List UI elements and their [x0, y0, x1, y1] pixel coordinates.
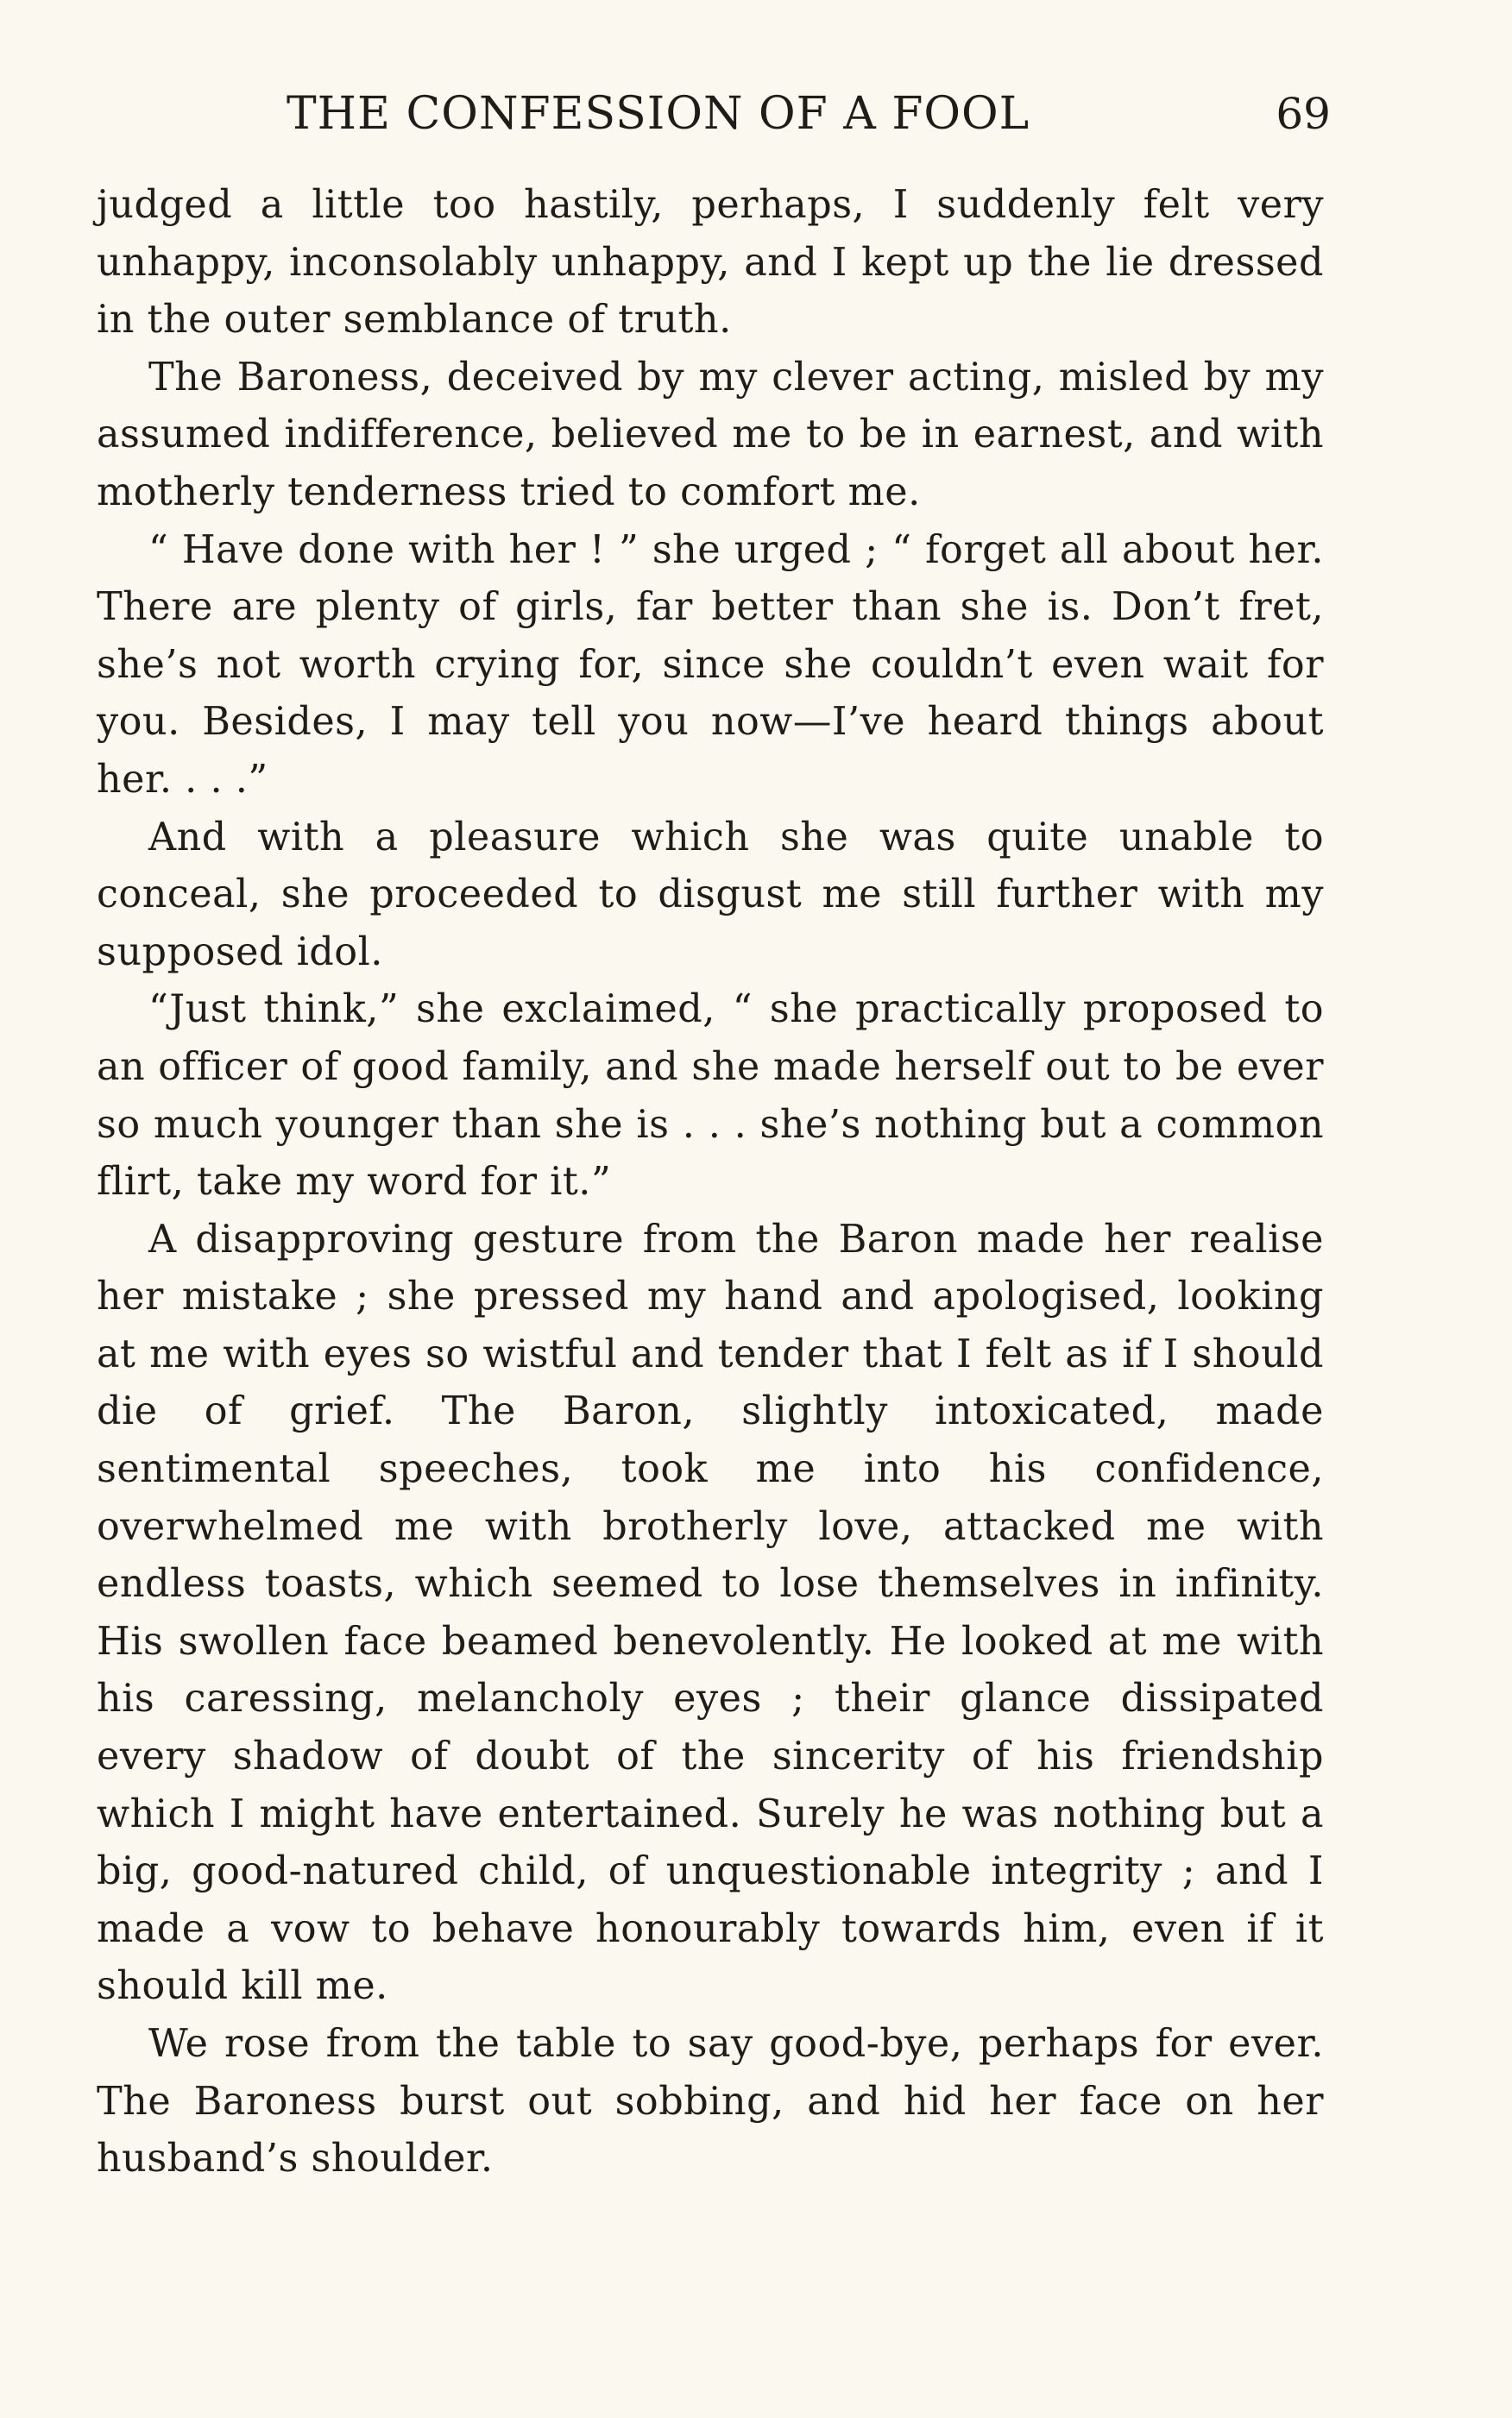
- paragraph: And with a pleasure which she was quite unable to conceal, she proceeded to disgust me still further with my supposed idol.: [97, 815, 1324, 974]
- paragraph: “Just think,” she exclaimed, “ she practically proposed to an officer of good family, and she made herself out to be ever so much younger than she is . . . she’s nothing but a common flirt, take my word for it.”: [97, 987, 1324, 1205]
- paragraph: “ Have done with her ! ” she urged ; “ forget all about her. There are plenty of girls, far better than she is. Don’t fret, she’s not worth crying for, since she couldn’t even wait for you. Besides, I may tell you now—I’ve heard things about her. . . .”: [97, 527, 1324, 802]
- running-head: [97, 79, 1331, 148]
- paragraph-continued: judged a little too hastily, perhaps, I suddenly felt very unhappy, inconsolably unhappy, and I kept up the lie dressed in the outer semblance of truth.: [97, 183, 1324, 343]
- page-number: 69: [1276, 89, 1331, 139]
- paragraph: We rose from the table to say good-bye, perhaps for ever. The Baroness burst out sobbing, and hid her face on her husband’s shoulder.: [97, 2022, 1324, 2182]
- paragraph: A disapproving gesture from the Baron made her realise her mistake ; she pressed my hand and apologised, looking at me with eyes so wistful and tender that I felt as if I should die of grief. The Baron, slightly intoxicated, made sentimental speeches, took me into his confidence, overwhelmed me with brotherly love, attacked me with endless toasts, which seemed to lose themselves in infinity. His swollen face beamed benevolently. He looked at me with his caressing, melancholy eyes ; their glance dissipated every shadow of doubt of the sincerity of his friendship which I might have entertained. Surely he was nothing but a big, good-natured child, of unquestionable integrity ; and I made a vow to behave honourably towards him, even if it should kill me.: [97, 1217, 1324, 2009]
- running-title: THE CONFESSION OF A FOOL: [287, 88, 1030, 140]
- body-text: [97, 177, 1324, 2188]
- paragraph: The Baroness, deceived by my clever acting, misled by my assumed indifference, believed me to be in earnest, and with motherly tenderness tried to comfort me.: [97, 355, 1324, 514]
